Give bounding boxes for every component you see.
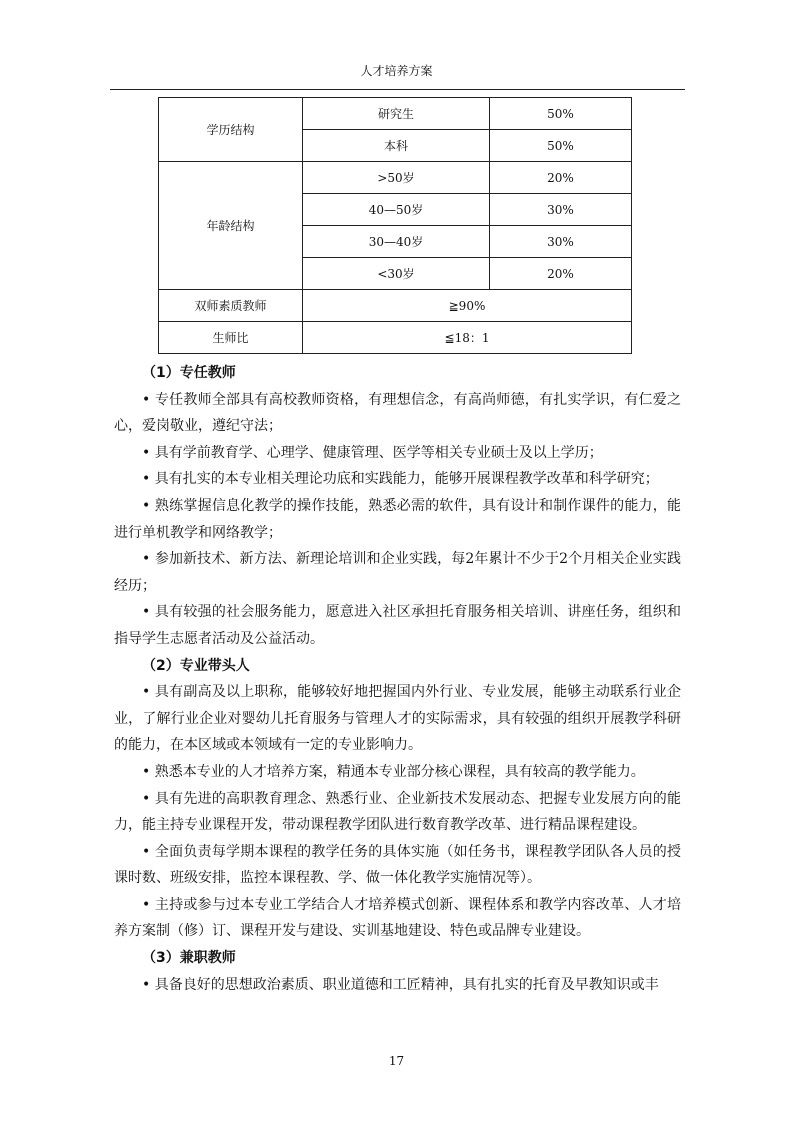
table-cell: <30岁 xyxy=(303,258,490,290)
student-teacher-ratio-label: 生师比 xyxy=(159,322,303,354)
table-row xyxy=(159,290,632,322)
list-item: • 具有较强的社会服务能力，愿意进入社区承担托育服务相关培训、讲座任务，组织和指导学生志愿者活动及公益活动。 xyxy=(114,604,681,647)
page-header-title: 人才培养方案 xyxy=(360,64,433,78)
list-item: • 具有副高及以上职称，能够较好地把握国内外行业、专业发展，能够主动联系行业企业，了解行业企业对婴幼儿托育服务与管理人才的实际需求，具有较强的组织开展教学科研的能力，在本区域或本领域有一定的专业影响力。 xyxy=(114,684,681,754)
dual-teacher-label: 双师素质教师 xyxy=(159,290,303,322)
table-cell: 50% xyxy=(490,98,632,130)
list-item: • 具有学前教育学、心理学、健康管理、医学等相关专业硕士及以上学历； xyxy=(142,444,603,461)
section-heading: （2）专业带头人 xyxy=(142,657,250,674)
age-structure-label: 年龄结构 xyxy=(159,162,303,290)
table-cell: 30—40岁 xyxy=(303,226,490,258)
table-cell: 30% xyxy=(490,226,632,258)
table-cell: 20% xyxy=(490,162,632,194)
header-rule xyxy=(110,89,685,90)
list-item: • 主持或参与过本专业工学结合人才培养模式创新、课程体系和教学内容改革、人才培养方案制（修）订、课程开发与建设、实训基地建设、特色或品牌专业建设。 xyxy=(114,896,681,940)
list-item: • 参加新技术、新方法、新理论培训和企业实践，每2年累计不少于2个月相关企业实践经历； xyxy=(114,551,681,594)
table-row xyxy=(159,162,632,194)
list-item: • 熟悉本专业的人才培养方案，精通本专业部分核心课程，具有较高的教学能力。 xyxy=(142,763,645,780)
student-teacher-ratio-value: ≦18：1 xyxy=(303,322,632,354)
section-heading: （1）专任教师 xyxy=(142,365,236,381)
table-row xyxy=(159,322,632,354)
table-cell: 40—50岁 xyxy=(303,194,490,226)
edu-structure-label: 学历结构 xyxy=(159,98,303,162)
table-cell: 30% xyxy=(490,194,632,226)
table-cell: 本科 xyxy=(303,130,490,162)
list-item: • 熟练掌握信息化教学的操作技能，熟悉必需的软件，具有设计和制作课件的能力，能进行单机教学和网络教学； xyxy=(114,497,681,541)
page-number: 17 xyxy=(388,1054,405,1068)
table-row xyxy=(159,98,632,130)
list-item: • 具有扎实的本专业相关理论功底和实践能力，能够开展课程教学改革和科学研究； xyxy=(142,471,659,488)
table-cell: >50岁 xyxy=(303,162,490,194)
list-item: • 具备良好的思想政治素质、职业道德和工匠精神，具有扎实的托育及早教知识或丰 xyxy=(142,976,659,993)
body-text xyxy=(114,360,681,998)
table-cell: 研究生 xyxy=(303,98,490,130)
faculty-structure-table xyxy=(158,97,632,354)
table-cell: 20% xyxy=(490,258,632,290)
dual-teacher-value: ≧90% xyxy=(303,290,632,322)
section-heading: （3）兼职教师 xyxy=(142,950,236,967)
list-item: • 专任教师全部具有高校教师资格，有理想信念，有高尚师德，有扎实学识，有仁爱之心，爱岗敬业，遵纪守法； xyxy=(114,391,681,435)
list-item: • 具有先进的高职教育理念、熟悉行业、企业新技术发展动态、把握专业发展方向的能力，能主持专业课程开发，带动课程教学团队进行数育教学改革、进行精品课程建设。 xyxy=(114,790,681,834)
table-cell: 50% xyxy=(490,130,632,162)
list-item: • 全面负责每学期本课程的教学任务的具体实施（如任务书，课程教学团队各人员的授课时数、班级安排，监控本课程教、学、做一体化教学实施情况等）。 xyxy=(114,843,681,887)
